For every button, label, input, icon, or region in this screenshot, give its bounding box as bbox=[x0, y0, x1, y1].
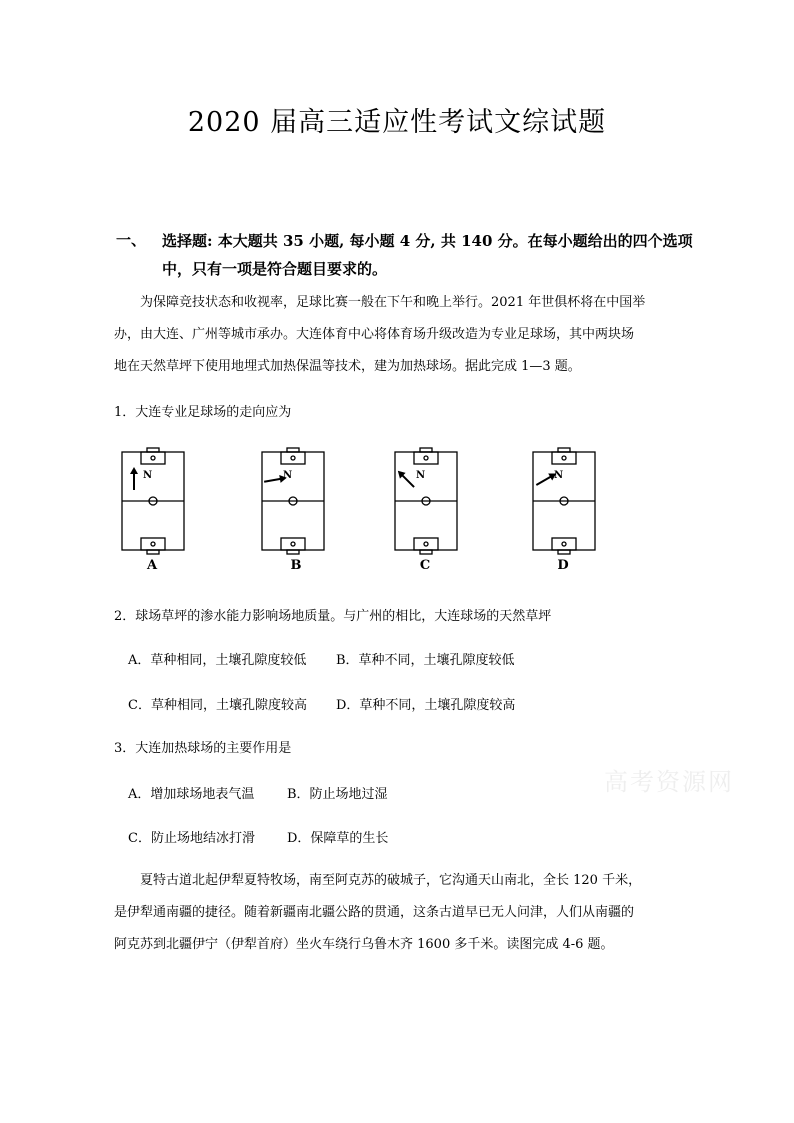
passage-1 bbox=[114, 287, 694, 383]
question-3-option-d[interactable]: D．保障草的生长 bbox=[287, 831, 389, 846]
bottom-penalty-box bbox=[414, 538, 438, 550]
top-penalty-box bbox=[414, 452, 438, 464]
bottom-goal bbox=[147, 550, 159, 554]
field-label-a: A bbox=[146, 558, 158, 573]
question-2-option-d[interactable]: D．草种不同，土壤孔隙度较高 bbox=[336, 698, 516, 713]
question-3-option-b[interactable]: B．防止场地过湿 bbox=[287, 787, 388, 802]
watermark: 高考资源网 bbox=[604, 768, 734, 796]
bottom-penalty-spot bbox=[562, 542, 566, 546]
passage-1-line-1: 为保障竞技状态和收视率，足球比赛一般在下午和晚上举行。2021 年世俱杯将在中国举 bbox=[140, 295, 646, 310]
field-diagram-a bbox=[120, 440, 200, 560]
question-3-option-a[interactable]: A．增加球场地表气温 bbox=[128, 787, 255, 802]
section-instructions: 选择题: 本大题共 35 小题, 每小题 4 分, 共 140 分。在每小题给出的四个选项中，只有一项是符合题目要求的。 bbox=[162, 232, 693, 278]
bottom-penalty-spot bbox=[424, 542, 428, 546]
north-arrow-shaft bbox=[536, 476, 552, 485]
field-label-d: D bbox=[557, 558, 569, 573]
passage-2-line-2: 是伊犁通南疆的捷径。随着新疆南北疆公路的贯通，这条古道早已无人问津，人们从南疆的 bbox=[114, 905, 635, 920]
passage-1-line-2: 办，由大连、广州等城市承办。大连体育中心将体育场升级改造为专业足球场，其中两块场 bbox=[114, 327, 635, 342]
north-label: N bbox=[416, 470, 426, 481]
passage-2 bbox=[114, 865, 704, 961]
question-2-option-c[interactable]: C．草种相同，土壤孔隙度较高 bbox=[128, 698, 307, 713]
field-label-b: B bbox=[290, 558, 302, 573]
field-diagram-d bbox=[531, 440, 611, 560]
question-2-option-b[interactable]: B．草种不同，土壤孔隙度较低 bbox=[336, 653, 515, 668]
passage-2-line-1: 夏特古道北起伊犁夏特牧场，南至阿克苏的破城子，它沟通天山南北，全长 120 千米， bbox=[140, 873, 642, 888]
top-penalty-spot bbox=[424, 456, 428, 460]
top-penalty-spot bbox=[562, 456, 566, 460]
passage-2-line-3: 阿克苏到北疆伊宁（伊犁首府）坐火车绕行乌鲁木齐 1600 多千米。读图完成 4-6 题。 bbox=[114, 937, 614, 952]
bottom-penalty-box bbox=[281, 538, 305, 550]
field-label-c: C bbox=[419, 558, 431, 573]
top-penalty-box bbox=[281, 452, 305, 464]
bottom-goal bbox=[420, 550, 432, 554]
bottom-penalty-spot bbox=[291, 542, 295, 546]
top-goal bbox=[558, 448, 570, 452]
north-arrow-head bbox=[130, 467, 138, 474]
question-2-stem: 2．球场草坪的渗水能力影响场地质量。与广州的相比，大连球场的天然草坪 bbox=[114, 609, 552, 624]
bottom-penalty-box bbox=[141, 538, 165, 550]
field-figure-c bbox=[393, 440, 473, 580]
question-3-option-c[interactable]: C．防止场地结冰打滑 bbox=[128, 831, 255, 846]
football-field-figures bbox=[110, 440, 630, 580]
field-figure-b bbox=[260, 440, 340, 580]
question-2-option-a[interactable]: A．草种相同，土壤孔隙度较低 bbox=[128, 653, 307, 668]
north-label: N bbox=[143, 470, 153, 481]
north-arrow-icon bbox=[130, 467, 138, 490]
north-arrow-shaft bbox=[401, 474, 414, 487]
north-label: N bbox=[283, 470, 293, 481]
north-label: N bbox=[554, 470, 564, 481]
field-figure-a bbox=[120, 440, 200, 580]
bottom-penalty-spot bbox=[151, 542, 155, 546]
top-goal bbox=[147, 448, 159, 452]
question-1-stem: 1．大连专业足球场的走向应为 bbox=[114, 405, 292, 420]
bottom-goal bbox=[558, 550, 570, 554]
top-penalty-spot bbox=[291, 456, 295, 460]
question-3-stem: 3．大连加热球场的主要作用是 bbox=[114, 741, 292, 756]
north-arrow-shaft bbox=[264, 479, 282, 482]
field-diagram-c bbox=[393, 440, 473, 560]
top-penalty-box bbox=[141, 452, 165, 464]
top-penalty-spot bbox=[151, 456, 155, 460]
section-number: 一、 bbox=[116, 231, 147, 249]
top-goal bbox=[420, 448, 432, 452]
top-goal bbox=[287, 448, 299, 452]
field-figure-d bbox=[531, 440, 611, 580]
bottom-goal bbox=[287, 550, 299, 554]
passage-1-line-3: 地在天然草坪下使用地埋式加热保温等技术，建为加热球场。据此完成 1—3 题。 bbox=[114, 359, 581, 374]
bottom-penalty-box bbox=[552, 538, 576, 550]
field-diagram-b bbox=[260, 440, 340, 560]
top-penalty-box bbox=[552, 452, 576, 464]
exam-title: 2020 届高三适应性考试文综试题 bbox=[187, 107, 607, 138]
north-arrow-icon bbox=[395, 468, 417, 490]
